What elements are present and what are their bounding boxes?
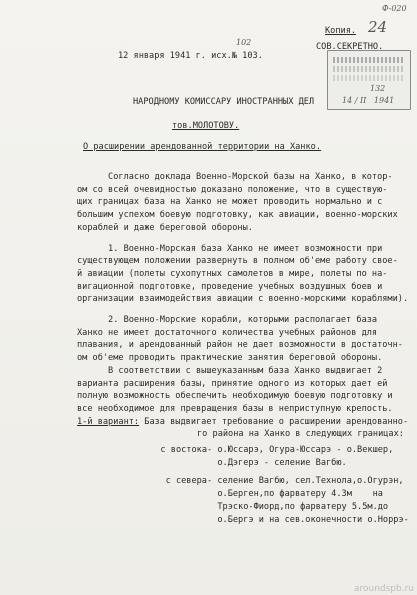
subject-line: О расширении арендованной территории на Ханко. (83, 142, 321, 152)
paragraph-1-line: большим успехом боевую подготовку, как авиации, военно-морских (77, 210, 398, 221)
paragraph-2-line: существующем положении развернуть в полном об'еме работу свое- (77, 256, 398, 267)
stamp-header-line (333, 57, 405, 63)
paragraph-1-line: Согласно доклада Военно-Морской базы на Ханко, в котор- (77, 172, 393, 182)
border-north-side: с севера (165, 476, 207, 487)
paragraph-4-line: варианта расширения базы, принятие одного из которых дает ей (77, 378, 388, 389)
paragraph-4-line: полную возможность обеспечить необходимую боевую подготовку и (77, 391, 393, 402)
paragraph-gap (77, 306, 417, 314)
border-east-line: о.Дэгерэ - селение Вагбю. (207, 457, 347, 468)
stamp-received-number: 132 (370, 84, 386, 93)
copy-number: 24 (368, 18, 388, 36)
paragraph-1-line: ом со всей очевидностью доказано положение, что в существую- (77, 184, 388, 195)
site-watermark: aroundspb.ru (353, 584, 414, 594)
paragraph-4-line: В соответствии с вышеуказанным база Ханко выдвигает 2 (77, 365, 383, 376)
border-east-row (77, 444, 417, 457)
paragraph-2-line: й авиации (полеты сухопутных самолетов в мире, полеты по на- (77, 268, 388, 279)
paragraph-3-line: плавания, и арендованный район не дает возможности в достаточн- (77, 340, 403, 351)
border-north-line: о.Бергэ и на сев.оконечности о.Норрэ- (207, 514, 409, 525)
stamp-received-date: 14 / II 1941 (342, 96, 395, 105)
date-line: 12 января 1941 г. исх.№ 103. (118, 51, 263, 61)
border-north-row (77, 475, 417, 488)
border-north-line: Трэско-Фиорд,по фарватеру 5.5м.до (207, 501, 389, 512)
registration-stamp (327, 50, 411, 110)
addressee-line-1: НАРОДНОМУ КОМИССАРУ ИНОСТРАННЫХ ДЕЛ (133, 97, 315, 107)
variant-text: База выдвигает требование о расширении арендованно- (139, 416, 409, 427)
variant-line-1 (77, 416, 417, 429)
handwritten-outgoing-number: 102 (236, 38, 252, 47)
variant-line-2: го района на Ханко в следующих границах: (197, 429, 404, 440)
stamp-header-line-3 (333, 75, 405, 81)
stamp-header-line-2 (333, 66, 405, 72)
border-north-line: - селение Вагбю, сел.Технола,о.Огурэн, (207, 476, 404, 487)
addressee-line-2: тов.МОЛОТОВУ. (172, 121, 240, 131)
paragraph-gap (77, 235, 417, 243)
border-east-side: с востока (160, 445, 207, 456)
paragraph-2-line: вигационной подготовке, проведение учебных воздушных боев и (77, 281, 383, 292)
paragraph-2-line: организации взаимодействия авиации с военно-морскими кораблями). (77, 294, 409, 305)
paragraph-2-line: 1. Военно-Морская база Ханко не имеет возможности при (77, 243, 383, 254)
paragraph-3-line: Ханко не имеет достаточного количества учебных районов для (77, 327, 378, 338)
copy-label: Копия. (325, 26, 357, 36)
border-north-line: о.Берген,по фарватеру 4.3м на (207, 489, 383, 500)
letter-body (77, 171, 417, 526)
paragraph-4-line: все необходимое для превращения базы в неприступную крепость. (77, 403, 393, 414)
paragraph-1-line: кораблей и даже береговой обороны. (77, 222, 253, 233)
classification-label: СОВ.СЕКРЕТНО. (316, 42, 384, 52)
paragraph-1-line: щих границах база на Ханко не может проводить нормально и с (77, 197, 383, 208)
variant-label: 1-й вариант: (77, 416, 140, 427)
paragraph-3-line: ом об'еме проводить практические занятия береговой обороны. (77, 353, 383, 364)
border-east-line: - о.Юссарэ, Огура-Юссарэ - о.Векшер, (207, 445, 394, 456)
archive-reference: Ф-020 (382, 4, 407, 13)
paragraph-3-line: 2. Военно-Морские корабли, которыми располагает база (77, 315, 378, 326)
